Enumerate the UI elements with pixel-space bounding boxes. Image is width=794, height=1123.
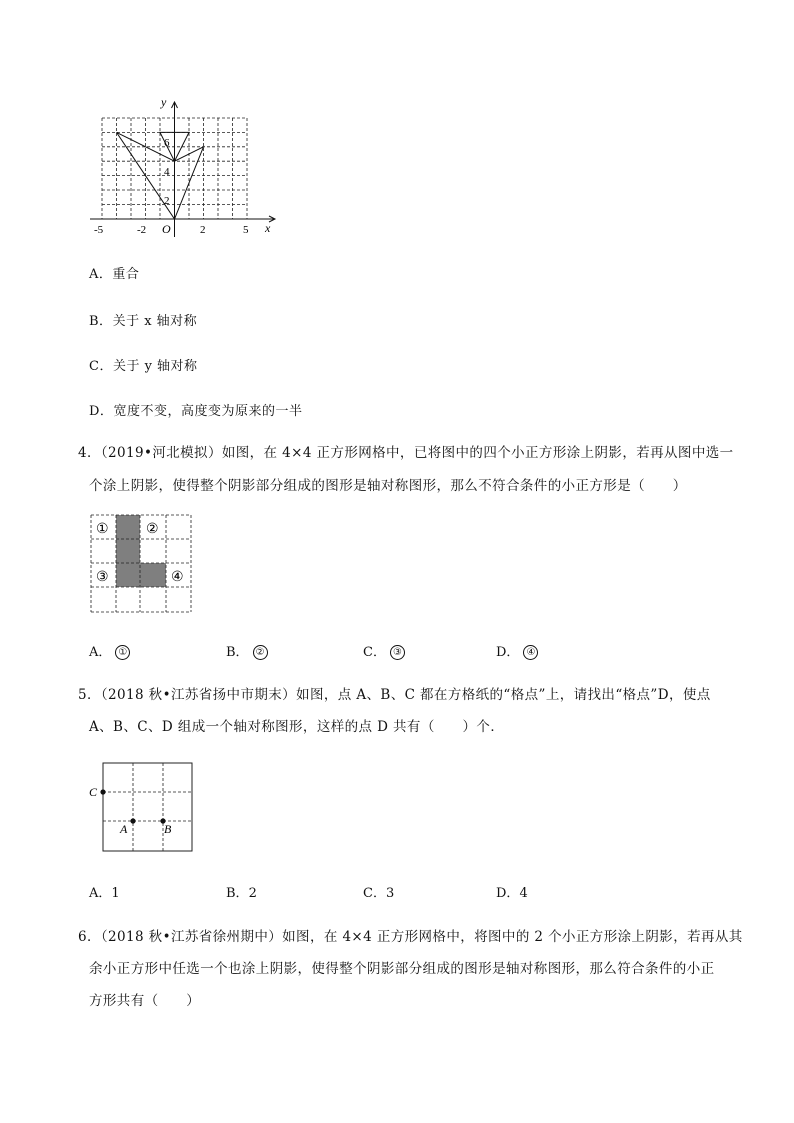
q5-option-d: D．4 bbox=[496, 886, 528, 901]
shaded-square bbox=[140, 563, 166, 587]
q5-option-b: B．2 bbox=[226, 886, 257, 901]
q6-text-line-2: 余小正方形中任选一个也涂上阴影，使得整个阴影部分组成的图形是轴对称图形，那么符合条件的小正 bbox=[89, 961, 715, 977]
coordinate-figure bbox=[85, 92, 285, 242]
q4-option-b: B． ② bbox=[226, 641, 268, 660]
y-axis-label: y bbox=[161, 95, 167, 109]
origin-label: O bbox=[162, 222, 171, 236]
cell-label: ③ bbox=[96, 570, 109, 585]
q4-option-d: D． ④ bbox=[496, 641, 538, 660]
point-label-b: B bbox=[164, 822, 172, 836]
q6-text-line-1: 6．（2018 秋•江苏省徐州期中）如图，在 4×4 正方形网格中，将图中的 2 个小正方形涂上阴影，若再从其 bbox=[78, 929, 743, 945]
point-a bbox=[130, 818, 135, 823]
x-tick-label: 2 bbox=[200, 224, 206, 236]
circled-number: ③ bbox=[390, 645, 405, 660]
q4-option-a: A． ① bbox=[89, 641, 130, 660]
q5-grid-figure bbox=[86, 758, 198, 858]
q6-text-line-3: 方形共有（ ） bbox=[89, 993, 201, 1009]
q4-option-c: C． ③ bbox=[363, 641, 405, 660]
circled-number: ② bbox=[253, 645, 268, 660]
y-tick-label: 2 bbox=[164, 195, 170, 207]
q3-option-d: D．宽度不变，高度变为原来的一半 bbox=[89, 404, 303, 419]
point-label-c: C bbox=[89, 785, 98, 799]
point-c bbox=[100, 789, 105, 794]
q4-text-line-1: 4．（2019•河北模拟）如图，在 4×4 正方形网格中，已将图中的四个小正方形涂上阴影，若再从图中选一 bbox=[78, 445, 734, 461]
grid-border bbox=[103, 763, 192, 851]
cell-label: ④ bbox=[171, 570, 184, 585]
q5-option-a: A．1 bbox=[89, 886, 120, 901]
q3-option-b: B．关于 x 轴对称 bbox=[89, 314, 198, 329]
x-tick-label: -2 bbox=[137, 224, 147, 236]
q5-option-c: C．3 bbox=[363, 886, 395, 901]
q3-option-a: A．重合 bbox=[89, 267, 140, 282]
y-tick-label: 4 bbox=[164, 166, 170, 178]
q4-grid-figure bbox=[88, 512, 194, 616]
cell-label: ② bbox=[146, 522, 159, 537]
circled-number: ① bbox=[115, 645, 130, 660]
x-axis-label: x bbox=[265, 221, 271, 235]
x-tick-label: 5 bbox=[243, 224, 249, 236]
q4-text-line-2: 个涂上阴影，使得整个阴影部分组成的图形是轴对称图形，那么不符合条件的小正方形是（ ） bbox=[89, 478, 687, 494]
shaded-square bbox=[116, 515, 140, 587]
x-tick-label: -5 bbox=[94, 224, 104, 236]
y-tick-label: 6 bbox=[164, 137, 170, 149]
dashed-grid bbox=[103, 763, 192, 851]
cell-label: ① bbox=[96, 522, 109, 537]
q5-text-line-2: A、B、C、D 组成一个轴对称图形，这样的点 D 共有（ ）个． bbox=[89, 719, 505, 735]
q3-option-c: C．关于 y 轴对称 bbox=[89, 359, 198, 374]
q5-text-line-1: 5．（2018 秋•江苏省扬中市期末）如图，点 A、B、C 都在方格纸的“格点”上，请找出“格点”D，使点 bbox=[78, 687, 711, 703]
point-label-a: A bbox=[120, 822, 128, 836]
circled-number: ④ bbox=[523, 645, 538, 660]
